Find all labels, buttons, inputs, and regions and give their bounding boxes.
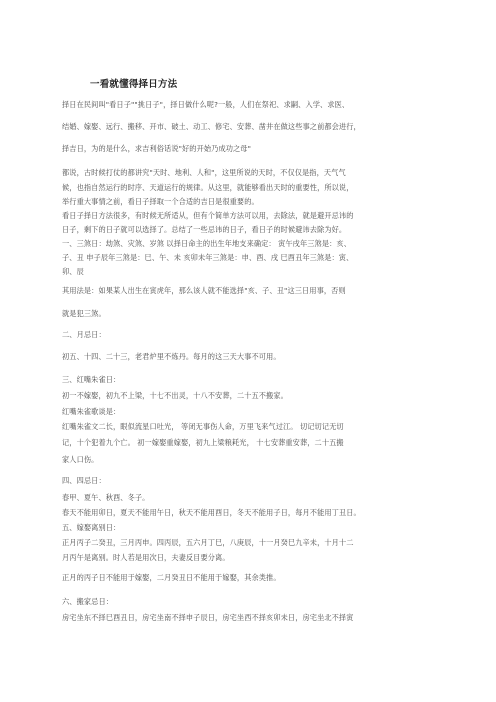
text-line: 结婚、嫁娶、远行、搬移、开市、破土、动工、修宅、安葬、凿井在做这些事之前都会进行， bbox=[62, 122, 361, 131]
text-line: 家人口伤。 bbox=[62, 455, 99, 464]
text-line: 子、丑 申子辰年三煞是：巳、午、未 亥卯未年三煞是：申、酉、戌 巳酉丑年三煞是：寅、 bbox=[62, 253, 354, 262]
text-line: 举行重大事情之前，看日子择取一个合适的吉日是很重要的。 bbox=[62, 197, 259, 206]
text-line: 红嘴朱雀歌谈是： bbox=[62, 407, 121, 416]
text-line: 红嘴朱雀文二长，眼似流星口吐光， 等闭无事伤人命，万里飞来气过江。 切记切记无切 bbox=[62, 422, 344, 431]
text-line: 卯、辰 bbox=[62, 267, 84, 276]
text-line: 就是犯三煞。 bbox=[62, 309, 106, 318]
text-line: 一、三煞日：劫煞、灾煞、岁煞 以择日命主的出生年地支来确定： 寅午戌年三煞是：亥、 bbox=[62, 239, 351, 248]
text-line: 其用法是：如果某人出生在寅虎年，那么该人就不能选择"亥、子、丑"这三日用事，否则 bbox=[62, 286, 346, 295]
text-line: 初五、十四、二十三，老君炉里不炼丹。每月的这三天大事不可用。 bbox=[62, 352, 281, 361]
text-line: 择日在民间叫"看日子""挑日子"，择日做什么呢?一般，人们在祭祀、求嗣、入学、求医、 bbox=[62, 100, 350, 109]
text-line: 看日子择日方法很多，有时候无所适从，但有个简单方法可以用，去除法，就是避开忌讳的 bbox=[62, 211, 354, 220]
text-line: 房宅坐东不择巳酉丑日，房宅坐南不择申子辰日，房宅坐西不择亥卯未日，房宅坐北不择寅 bbox=[62, 613, 354, 622]
text-line: 都说，古时候打仗的都讲究"天时、地利、人和"，这里所说的天时，不仅仅是指，天气气 bbox=[62, 168, 346, 177]
text-line: 候，也指自然运行的时序、天道运行的规律。从这里，就能够看出天时的重要性，所以说， bbox=[62, 183, 354, 192]
section-heading: 三、红嘴朱雀日： bbox=[62, 375, 121, 384]
text-line: 正月丙子二癸丑，三月丙申。四丙辰，五六月丁巳，八庚辰，十一月癸巳九辛未，十月十二 bbox=[62, 538, 354, 547]
text-line: 日子，剩下的日子就可以选择了。总结了一些忌讳的日子，看日子的时候避讳去除为好。 bbox=[62, 225, 347, 234]
section-heading: 五、嫁娶离别日： bbox=[62, 523, 121, 532]
text-line: 择吉日，为的是什么，求吉利俗话说"好的开始乃成功之母" bbox=[62, 144, 252, 153]
section-heading: 二、月忌日： bbox=[62, 330, 106, 339]
text-line: 春甲、夏午、秋酉、冬子。 bbox=[62, 493, 150, 502]
text-line: 初一不嫁娶，初九不上梁，十七不出灵，十八不安葬，二十五不搬家。 bbox=[62, 391, 288, 400]
text-line: 记，十个犯着九个亡。 初一嫁娶重嫁娶，初九上梁粮耗光， 十七安葬重安葬，二十五搬 bbox=[62, 438, 344, 447]
section-heading: 四、四忌日： bbox=[62, 476, 106, 485]
section-heading: 六、搬家忌日： bbox=[62, 597, 114, 606]
text-line: 正月的丙子日不能用于嫁娶，二月癸丑日不能用于嫁娶，其余类推。 bbox=[62, 573, 281, 582]
text-line: 春天不能用卯日，夏天不能用午日，秋天不能用酉日，冬天不能用子日，每月不能用丁丑日。 bbox=[62, 508, 361, 517]
text-line: 月丙午是离别。时人若是用次日，夫妻反目要分离。 bbox=[62, 553, 230, 562]
document-title: 一看就懂得择日方法 bbox=[90, 79, 178, 90]
